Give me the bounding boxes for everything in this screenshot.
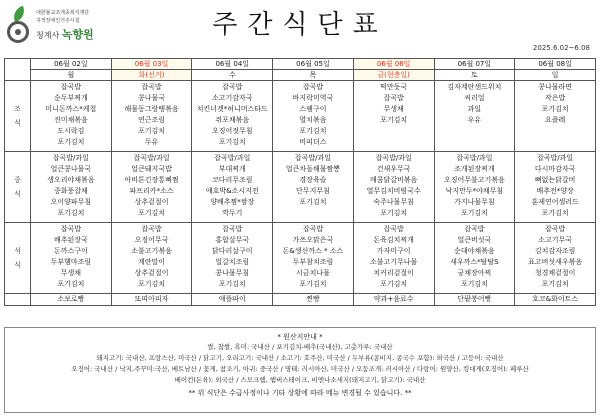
day-name: 화(선거) [111,70,192,81]
menu-item: 홍합살무국 [215,236,250,244]
menu-item: 스팸구이 [299,105,327,113]
menu-item: 소불고기무나물 [369,258,418,266]
menu-item: 바지락미역국 [292,94,334,102]
menu-item: 계란말이 [138,258,166,266]
menu-item: 무생채 [383,105,404,113]
menu-item: 가지나물무침 [454,198,495,206]
menu-item: 잡곡밥/과일 [375,154,412,162]
snack-item: 소보로빵 [31,294,112,306]
menu-item: 궁채장아찌 [457,269,492,277]
menu-item: 가자미구이 [376,247,411,255]
menu-item: 잡곡밥 [222,225,243,233]
day-date: 06월 08일 [515,59,596,70]
menu-item: 포기김치 [299,198,327,206]
menu-item: 멸치볶음 [299,116,327,124]
meal-label: 조 식 [5,81,31,152]
menu-item: 잡곡밥 [222,83,243,91]
snack-item: 호코&화이트스 [515,294,596,306]
menu-item: 돈육김치찌개 [373,236,414,244]
snack-item: 또띠아피자 [111,294,192,306]
day-date: 06월 05일 [273,59,354,70]
menu-item: 경장육슬 [299,176,327,184]
snack-item: 애플파이 [192,294,273,306]
menu-item: 잡곡밥/과일 [214,154,251,162]
menu-item: 아비튼긴장통삐찜 [124,176,179,184]
menu-item: 다시마감자국 [534,165,576,173]
menu-item: 잡곡밥 [383,225,404,233]
menu-item: 생오리야채볶음 [47,176,95,184]
menu-item: 무생채 [60,269,81,277]
menu-item: 잡곡밥 [383,94,404,102]
snack-item: 단팥붕어빵 [434,294,515,306]
menu-item: 치커리겉절이 [373,269,414,277]
meal-row [5,81,596,152]
menu-item: 포기김치 [57,138,85,146]
menu-item: 도시락김 [57,127,85,135]
menu-item: 시금치나물 [296,269,330,277]
menu-cell [353,81,434,152]
origin-notice [4,327,596,413]
menu-item: 포기김치 [541,105,569,113]
menu-item: 잡곡밥 [141,83,162,91]
menu-item: 잡곡밥/과일 [52,154,89,162]
meal-row [5,152,596,223]
menu-item: 단무지무침 [296,187,330,195]
day-name: 일 [515,70,596,81]
menu-item: 애호박&소시지전 [205,187,259,195]
menu-item: 오이양파무침 [50,198,92,206]
menu-cell [273,223,354,294]
menu-cell [353,223,434,294]
menu-item: 소불고기볶음 [131,247,172,255]
menu-item: 작은밥 [544,94,566,102]
menu-item: 과일 [467,105,482,113]
meal-row [5,223,596,294]
menu-item: 씨리얼 [464,94,485,102]
menu-item: 낙지만두*야채무침 [445,187,504,195]
menu-item: 양배추찜*쌈장 [210,198,255,206]
menu-item: 새우까스*탈탈S [450,258,499,266]
menu-item: 김치감자조림 [534,247,576,255]
menu-cell [192,223,273,294]
menu-item: 요플레 [544,116,566,124]
menu-item: 중화풍잡채 [53,187,88,195]
menu-item: 콩나물무침 [215,269,250,277]
day-name: 토 [434,70,515,81]
date-row [5,59,596,70]
menu-item: 포기김치 [218,138,246,146]
notice-title: * 원산지안내 * [277,333,323,341]
menu-item: 돈&생선까스 * 소스 [282,247,344,255]
menu-cell [31,152,112,223]
menu-item: 훈제연어샐러드 [531,198,579,206]
menu-item: 얼큰콩나물국 [50,165,92,173]
menu-cell [31,223,112,294]
day-name: 목 [273,70,354,81]
menu-item: 떡만둣국 [380,83,408,91]
menu-item: 얼큰돼지국밥 [131,165,172,173]
menu-cell [434,152,515,223]
menu-item: 포기김치 [380,116,408,124]
menu-item: 우유 [467,116,482,124]
menu-item: 소고기무국 [538,236,573,244]
menu-item: 포기김치 [218,280,246,288]
menu-cell [273,81,354,152]
menu-item: 깍두기 [222,209,243,217]
menu-item: 잡곡밥 [302,225,324,233]
menu-cell [192,81,273,152]
menu-item: 잡곡밥 [141,225,162,233]
notice-line: 베이컨(돈육): 외국산 / 스모크햄, 햄버스테이크, 비엔나소세지(돼지고기, 닭고기): 국내산 [174,376,426,384]
menu-cell [515,81,596,152]
menu-item: 배추전*양장 [536,187,574,195]
menu-item: 미니돈까스*케첩 [45,105,97,113]
menu-cell [31,81,112,152]
weekday-row [5,70,596,81]
menu-item: 두유 [144,138,159,146]
menu-cell [111,223,192,294]
menu-item: 표고버섯새우볶음 [528,258,583,266]
day-name: 월 [31,70,112,81]
menu-item: 포기김치 [138,127,166,135]
menu-item: 잡곡밥/과일 [456,154,493,162]
menu-item: 오징어무국 [134,236,169,244]
menu-cell [353,152,434,223]
menu-item: 상추겉절이 [134,198,169,206]
menu-item: 건새우무국 [376,165,411,173]
menu-item: 잡곡밥/과일 [294,154,332,162]
notice-line: 돼지고기: 국내산, 프랑스산, 미국산 / 닭고기, 오리고기: 국내산 / 소고기: 호주산, 미국산 / 두부류(콩비지, 콩국수 포함): 외국산 / 고등어: 국내산 [96,354,504,362]
menu-cell [111,81,192,152]
org-foundation: 대한불교조계종복지재단 [36,10,90,16]
menu-item: 포기김치 [541,280,569,288]
day-date: 06월 07일 [434,59,515,70]
menu-item: 돈까스구이 [53,247,88,255]
menu-item: 치킨너겟*허니머스타드 [196,105,268,113]
menu-item: 얼큰버섯국 [457,236,492,244]
menu-item: 오징어무불고기볶음 [443,176,505,184]
menu-item: 조개된장찌개 [454,165,495,173]
menu-item: 순대야채볶음 [454,247,495,255]
menu-item: 포기김치 [299,127,327,135]
menu-item: 포기김치 [380,280,408,288]
menu-item: 잡곡밥 [60,225,81,233]
menu-cell [273,152,354,223]
menu-item: 두부햄마조림 [50,258,92,266]
day-name: 수 [192,70,273,81]
menu-item: 김자계란샌드위치 [447,83,502,91]
menu-item: 파프리카*소스 [129,187,174,195]
menu-item: 순두부찌개 [53,94,88,102]
meal-label: 석 식 [5,223,31,294]
day-date: 06월 06일 [353,59,434,70]
snack-item: 찐빵 [273,294,354,306]
menu-item: 콩나물라면 [538,83,573,91]
snack-item: 약과+음료수 [353,294,434,306]
menu-item: 두부참치조림 [292,258,334,266]
menu-cell [515,223,596,294]
org-facility-type: 지적장애인거주시설 [36,18,80,24]
snack-row [5,294,596,306]
menu-item: 포기김치 [380,209,408,217]
menu-period: 2025.6.02~6.08 [532,44,590,52]
menu-item: 닭다리살구이 [211,247,253,255]
menu-cell [515,152,596,223]
menu-item: 포기김치 [138,280,166,288]
menu-item: 가쓰오맑은국 [292,236,334,244]
menu-item: 청경채겉절이 [534,269,576,277]
page-title: 주간식단표 [212,10,388,40]
day-name: 금(현충일) [353,70,434,81]
menu-item: 부대찌개 [218,165,246,173]
notice-line: 오징어: 국내산 / 낙지,주꾸미:국산, 베트남산 / 꽃게, 참조기, 아귀: 중국산 / 명태: 러시아산, 미국산 / 모둠조개: 러시아산 / 다랑어: 원양산, 킹대게(오징어): 페루산 [71,365,529,373]
day-date: 06월 04일 [192,59,273,70]
menu-item: 쥐포채볶음 [215,116,250,124]
menu-item: 포기김치 [57,209,85,217]
menu-item: 포기김치 [138,209,166,217]
menu-item: 코다리무조림 [211,176,253,184]
menu-item: 잡곡밥 [464,225,485,233]
notice-footer: ** 위 식단은 수급사정이나 기타 상황에 따라 메뉴 변경될 수 있습니다. ** [188,389,412,397]
day-date: 06월 03일 [111,59,192,70]
corner-cell [5,59,31,81]
menu-item: 얼큰차돌해물짬뽕 [285,165,341,173]
page-header [0,0,600,62]
notice-line: 쌀, 찹쌀, 흑미: 국내산 / 포기김치-배추(국내산), 고춧가루: 국내산 [207,343,393,351]
menu-item: 비피더스 [299,138,327,146]
menu-item: 포기김치 [299,280,327,288]
menu-item: 해물동그랑땡볶음 [124,105,179,113]
menu-item: 진미채볶음 [53,116,88,124]
day-date: 06월 02일 [31,59,112,70]
menu-item: 잡곡밥/과일 [133,154,170,162]
menu-cell [434,223,515,294]
menu-cell [192,152,273,223]
menu-item: 잡곡밥 [544,225,566,233]
menu-item: 배추된장국 [53,236,88,244]
menu-cell [111,152,192,223]
menu-item: 포기김치 [460,209,488,217]
menu-item: 잡곡밥 [302,83,324,91]
meal-label: 중 식 [5,152,31,223]
menu-item: 오징어젓무침 [211,127,253,135]
menu-item: 상추겉절이 [134,269,169,277]
menu-item: 뼈없는닭갈비 [534,176,576,184]
menu-item: 잡곡밥/과일 [537,154,574,162]
menu-item: 숙주나물무침 [373,198,414,206]
menu-cell [434,81,515,152]
menu-item: 콩나물국 [138,94,166,102]
menu-item: 포기김치 [541,209,569,217]
menu-item: 포기김치 [57,280,85,288]
menu-item: 얼갈치조림 [215,258,250,266]
menu-item: 잡곡밥 [60,83,81,91]
menu-item: 매콤닭갈비볶음 [369,176,418,184]
menu-item: 연근조림 [138,116,166,124]
weekly-menu-table [4,58,596,306]
snack-label-cell [5,294,31,306]
menu-item: 소고기감자국 [211,94,253,102]
meal-rows [5,81,596,294]
menu-item: 포기김치 [460,280,488,288]
menu-item: 열무김치비빔국수 [366,187,421,195]
org-name: 청계사 녹향원 [36,28,94,41]
